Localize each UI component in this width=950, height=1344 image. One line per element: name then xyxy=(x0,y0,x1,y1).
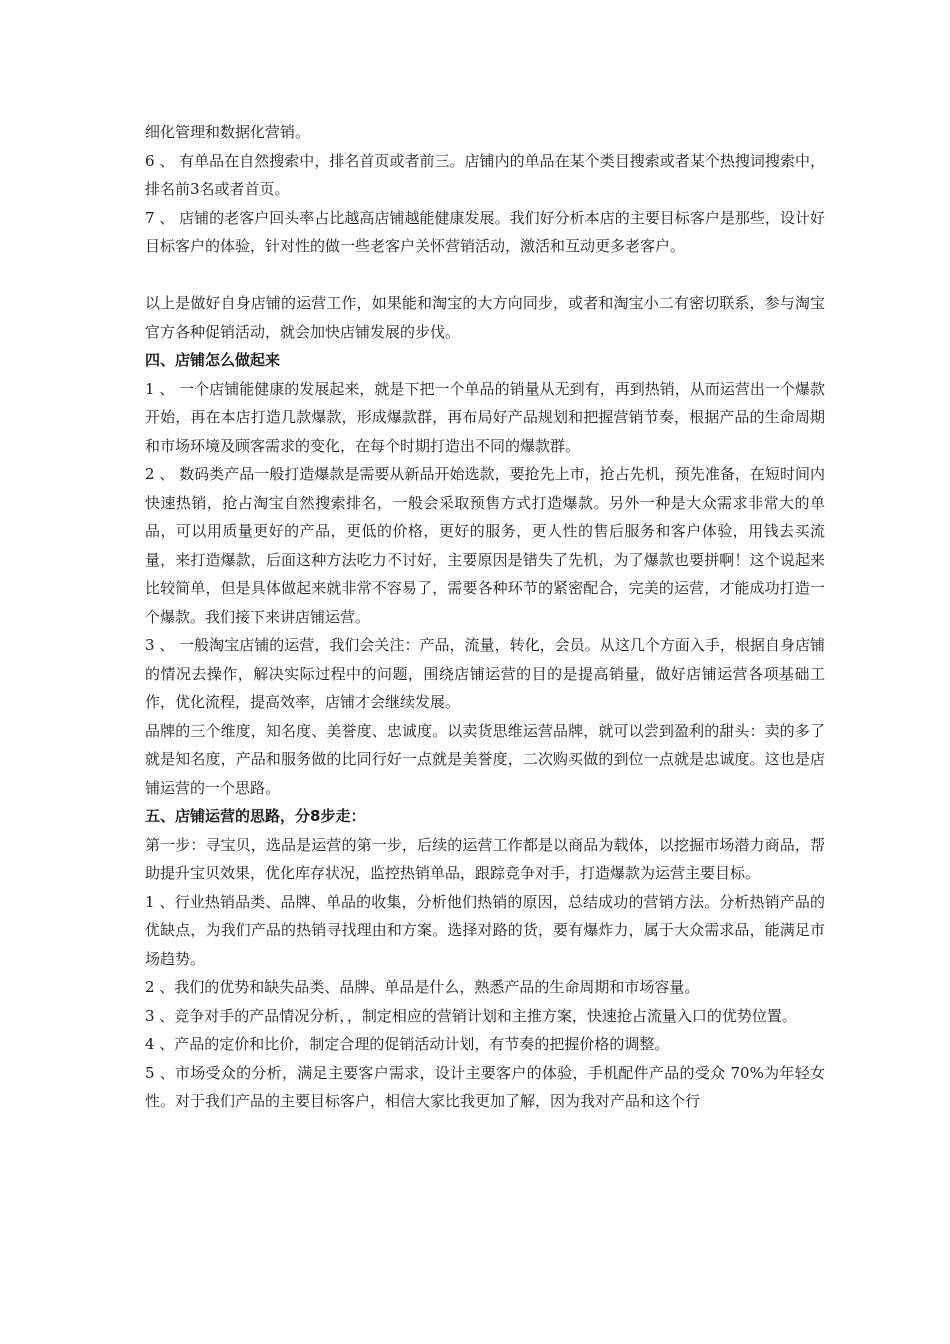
paragraph: 1 、 一个店铺能健康的发展起来，就是下把一个单品的销量从无到有，再到热销，从而运营出一个爆款开始，再在本店打造几款爆款，形成爆款群，再布局好产品规划和把握营销节奏，根据产品的生命周期和市场环境及顾客需求的变化，在每个时期打造出不同的爆款群。 xyxy=(145,379,825,455)
paragraph: 2 、 数码类产品一般打造爆款是需要从新品开始选款，要抢先上市，抢占先机，预先准备，在短时间内快速热销，抢占淘宝自然搜索排名，一般会采取预售方式打造爆款。另外一种是大众需求非常大的单品，可以用质量更好的产品，更低的价格，更好的服务，更人性的售后服务和客户体验，用钱去买流量，来打造爆款，后面这种方法吃力不讨好，主要原因是错失了先机，为了爆款也要拼啊！这个说起来比较简单，但是具体做起来就非常不容易了，需要各种环节的紧密配合，完美的运营，才能成功打造一个爆款。我们接下来讲店铺运营。 xyxy=(145,465,825,626)
paragraph: 1 、行业热销品类、品牌、单品的收集，分析他们热销的原因，总结成功的营销方法。分析热销产品的优缺点，为我们产品的热销寻找理由和方案。选择对路的货，要有爆炸力，属于大众需求品，能满足市场趋势。 xyxy=(145,892,825,968)
section-heading: 四、店铺怎么做起来 xyxy=(145,351,281,369)
paragraph: 3 、 一般淘宝店铺的运营，我们会关注：产品，流量，转化，会员。从这几个方面入手，根据自身店铺的情况去操作，解决实际过程中的问题，围绕店铺运营的目的是提高销量，做好店铺运营各项基础工作，优化流程，提高效率，店铺才会继续发展。 xyxy=(145,636,825,711)
blank-line xyxy=(145,261,825,290)
document-page xyxy=(145,118,825,1116)
paragraph: 7 、 店铺的老客户回头率占比越高店铺越能健康发展。我们好分析本店的主要目标客户是那些，设计好目标客户的体验，针对性的做一些老客户关怀营销活动，激活和互动更多老客户。 xyxy=(145,208,825,255)
section-heading: 五、店铺运营的思路，分8步走： xyxy=(145,807,366,825)
paragraph: 5 、市场受众的分析，满足主要客户需求，设计主要客户的体验，手机配件产品的受众 70%为年轻女性。对于我们产品的主要目标客户，相信大家比我更加了解，因为我对产品和这个行 xyxy=(145,1063,825,1110)
paragraph: 第一步：寻宝贝，选品是运营的第一步，后续的运营工作都是以商品为载体，以挖掘市场潜力商品，帮助提升宝贝效果，优化库存状况，监控热销单品，跟踪竞争对手，打造爆款为运营主要目标。 xyxy=(145,835,825,882)
paragraph: 品牌的三个维度，知名度、美誉度、忠诚度。以卖货思维运营品牌，就可以尝到盈利的甜头：卖的多了就是知名度，产品和服务做的比同行好一点就是美誉度，二次购买做的到位一点就是忠诚度。这也是店铺运营的一个思路。 xyxy=(145,721,825,797)
paragraph: 细化管理和数据化营销。 xyxy=(145,123,311,141)
paragraph: 以上是做好自身店铺的运营工作，如果能和淘宝的大方向同步，或者和淘宝小二有密切联系，参与淘宝官方各种促销活动，就会加快店铺发展的步伐。 xyxy=(145,294,825,341)
paragraph: 3 、竞争对手的产品情况分析，，制定相应的营销计划和主推方案，快速抢占流量入口的优势位置。 xyxy=(145,1006,797,1025)
paragraph: 6 、 有单品在自然搜索中，排名首页或者前三。店铺内的单品在某个类目搜索或者某个热搜词搜索中，排名前3名或者首页。 xyxy=(145,151,825,198)
paragraph: 2 、我们的优势和缺失品类、品牌、单品是什么，熟悉产品的生命周期和市场容量。 xyxy=(145,978,700,996)
paragraph: 4 、产品的定价和比价，制定合理的促销活动计划，有节奏的把握价格的调整。 xyxy=(145,1035,670,1053)
